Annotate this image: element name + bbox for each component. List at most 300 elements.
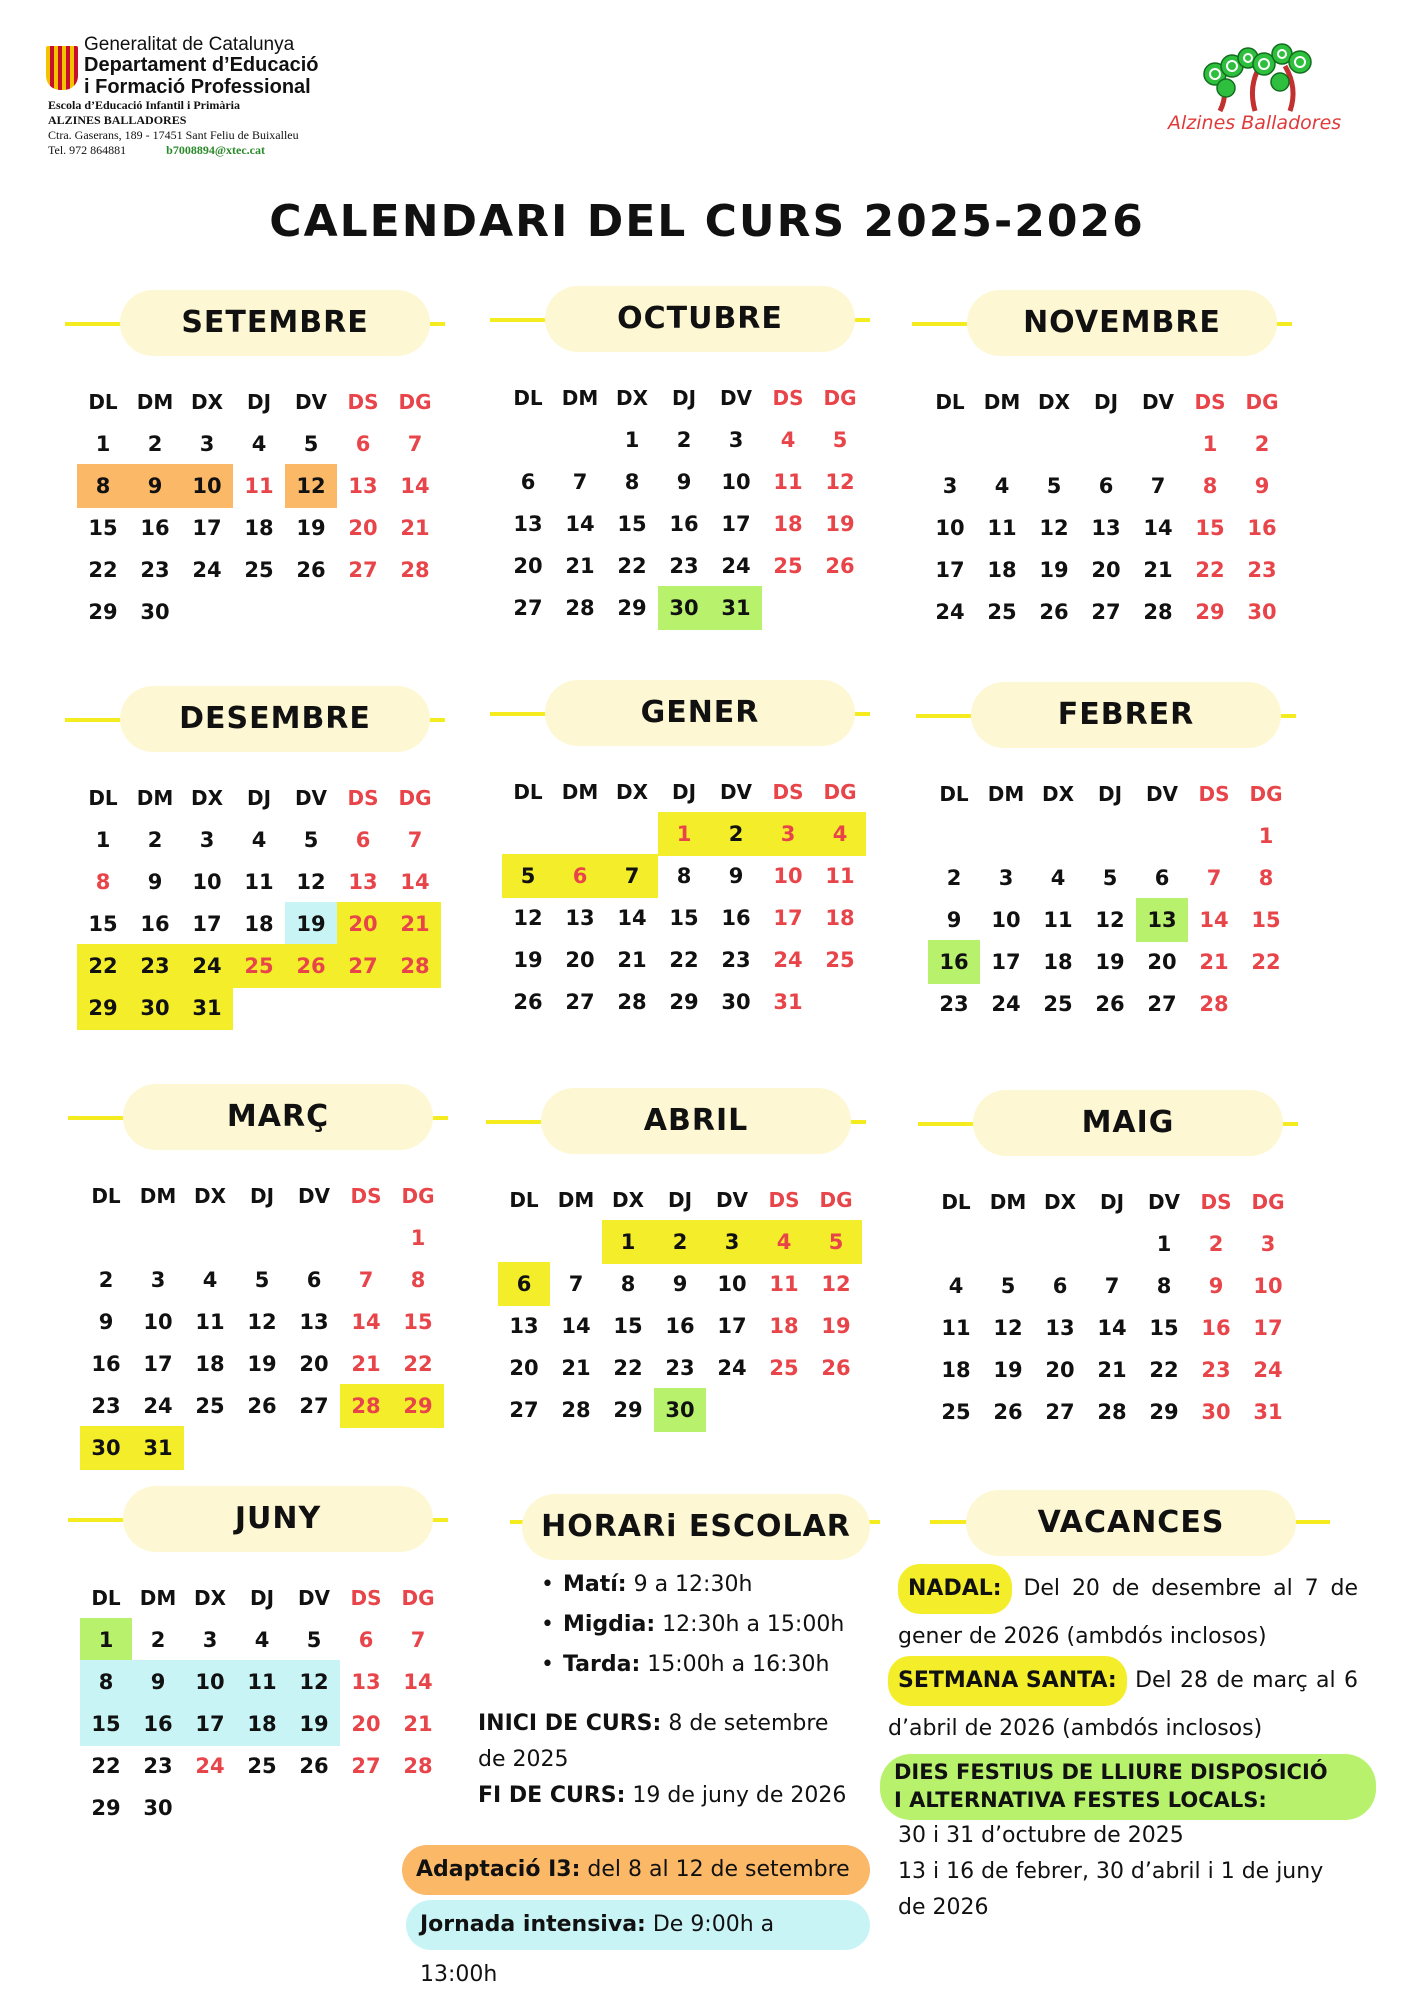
calendar-day: 10: [991, 908, 1021, 932]
calendar-day: 30: [140, 996, 170, 1020]
calendar-day: 13: [513, 512, 543, 536]
calendar-day: 21: [1097, 1358, 1127, 1382]
calendar-day: 14: [565, 512, 595, 536]
calendar-day: 11: [244, 474, 274, 498]
calendar-day: 30: [669, 596, 699, 620]
weekday-header: DJ: [1099, 1190, 1125, 1214]
calendar-day: 26: [296, 558, 326, 582]
weekday-header: DV: [719, 386, 753, 410]
calendar-day: 20: [1091, 558, 1121, 582]
calendar-day: 6: [306, 1268, 322, 1292]
calendar-day: 14: [561, 1314, 591, 1338]
calendar-day: 30: [143, 1796, 173, 1820]
weekday-header: DS: [350, 1586, 382, 1610]
calendar-day: 9: [946, 908, 962, 932]
calendar-day: 19: [825, 512, 855, 536]
calendar-day: 9: [672, 1272, 688, 1296]
calendar-day: 7: [1206, 866, 1222, 890]
calendar-day: 7: [568, 1272, 584, 1296]
month-name: JUNY: [123, 1486, 433, 1552]
calendar-day: 4: [251, 432, 267, 456]
month-name: OCTUBRE: [545, 286, 855, 352]
calendar-day: 14: [403, 1670, 433, 1694]
calendar-day: 23: [91, 1394, 121, 1418]
calendar-day: 4: [832, 822, 848, 846]
calendar-day: 5: [520, 864, 536, 888]
calendar-day: 11: [247, 1670, 277, 1694]
weekday-header: DS: [768, 1188, 800, 1212]
department-name: Departament d’Educació i Formació Professional: [84, 54, 319, 98]
calendar-day: 23: [669, 554, 699, 578]
setmana-santa-label: SETMANA SANTA:: [888, 1656, 1127, 1706]
calendar-day: 9: [1208, 1274, 1224, 1298]
calendar-day: 8: [95, 474, 111, 498]
weekday-header: DX: [615, 780, 649, 804]
calendar-day: 4: [202, 1268, 218, 1292]
calendar-day: 3: [199, 432, 215, 456]
calendar-day: 23: [1247, 558, 1277, 582]
calendar-day: 10: [721, 470, 751, 494]
calendar-day: 30: [1247, 600, 1277, 624]
month-novembre: [912, 290, 1292, 630]
calendar-day: 23: [140, 558, 170, 582]
calendar-day: 24: [192, 558, 222, 582]
calendar-day: 27: [348, 558, 378, 582]
calendar-day: 27: [351, 1754, 381, 1778]
calendar-day: 12: [993, 1316, 1023, 1340]
weekday-header: DM: [561, 386, 599, 410]
weekday-header: DG: [823, 780, 857, 804]
school-logo: [1160, 36, 1350, 136]
calendar-day: 12: [299, 1670, 329, 1694]
calendar-day: 15: [1195, 516, 1225, 540]
calendar-day: 21: [351, 1352, 381, 1376]
calendar-day: 15: [613, 1314, 643, 1338]
calendar-day: 13: [348, 474, 378, 498]
page-title: CALENDARI DEL CURS 2025-2026: [269, 196, 1145, 247]
calendar-day: 10: [717, 1272, 747, 1296]
calendar-day: 10: [1253, 1274, 1283, 1298]
calendar-day: 27: [348, 954, 378, 978]
calendar-day: 17: [935, 558, 965, 582]
calendar-day: 19: [1039, 558, 1069, 582]
month-abril: [486, 1088, 866, 1428]
calendar-day: 3: [150, 1268, 166, 1292]
calendar-day: 23: [939, 992, 969, 1016]
calendar-day: 1: [676, 822, 692, 846]
calendar-day: 16: [140, 516, 170, 540]
gov-name: Generalitat de Catalunya: [84, 34, 295, 55]
calendar-day: 18: [247, 1712, 277, 1736]
month-desembre: [65, 686, 445, 1026]
calendar-day: 8: [98, 1670, 114, 1694]
vacances-title: VACANCES: [966, 1490, 1296, 1556]
calendar-day: 28: [1143, 600, 1173, 624]
calendar-day: 2: [728, 822, 744, 846]
calendar-day: 2: [1208, 1232, 1224, 1256]
weekday-header: DS: [1198, 782, 1230, 806]
calendar-day: 26: [825, 554, 855, 578]
calendar-day: 9: [728, 864, 744, 888]
calendar-day: 30: [721, 990, 751, 1014]
calendar-day: 19: [513, 948, 543, 972]
calendar-day: 17: [773, 906, 803, 930]
calendar-day: 21: [1199, 950, 1229, 974]
weekday-header: DL: [509, 1188, 539, 1212]
school-info: [48, 98, 299, 158]
month-name: DESEMBRE: [120, 686, 430, 752]
calendar-day: 16: [1201, 1316, 1231, 1340]
calendar-day: 31: [1253, 1400, 1283, 1424]
calendar-day: 2: [147, 828, 163, 852]
calendar-day: 11: [195, 1310, 225, 1334]
calendar-day: 1: [1202, 432, 1218, 456]
calendar-day: 27: [565, 990, 595, 1014]
calendar-day: 13: [1091, 516, 1121, 540]
calendar-day: 24: [143, 1394, 173, 1418]
calendar-day: 5: [828, 1230, 844, 1254]
calendar-day: 28: [400, 558, 430, 582]
calendar-day: 30: [665, 1398, 695, 1422]
calendar-day: 10: [935, 516, 965, 540]
calendar-day: 11: [1043, 908, 1073, 932]
calendar-day: 10: [773, 864, 803, 888]
calendar-day: 9: [98, 1310, 114, 1334]
calendar-day: 28: [403, 1754, 433, 1778]
calendar-day: 26: [1095, 992, 1125, 1016]
weekday-header: DX: [1037, 390, 1071, 414]
calendar-day: 1: [1156, 1232, 1172, 1256]
calendar-day: 8: [1156, 1274, 1172, 1298]
calendar-day: 31: [721, 596, 751, 620]
calendar-day: 29: [88, 600, 118, 624]
calendar-day: 27: [509, 1398, 539, 1422]
calendar-day: 15: [403, 1310, 433, 1334]
weekday-header: DM: [136, 786, 174, 810]
catalan-shield-icon: [46, 46, 78, 90]
calendar-day: 18: [195, 1352, 225, 1376]
weekday-header: DG: [398, 786, 432, 810]
calendar-day: 13: [351, 1670, 381, 1694]
inici-curs: INICI DE CURS: 8 de setembre de 2025: [478, 1711, 829, 1772]
weekday-header: DM: [139, 1586, 177, 1610]
calendar-day: 14: [351, 1310, 381, 1334]
calendar-day: 28: [1199, 992, 1229, 1016]
horari-title: HORARi ESCOLAR: [522, 1494, 870, 1560]
calendar-day: 26: [299, 1754, 329, 1778]
calendar-day: 9: [147, 474, 163, 498]
calendar-day: 4: [776, 1230, 792, 1254]
calendar-day: 5: [832, 428, 848, 452]
calendar-day: 9: [150, 1670, 166, 1694]
calendar-day: 31: [773, 990, 803, 1014]
calendar-day: 24: [195, 1754, 225, 1778]
calendar-day: 14: [617, 906, 647, 930]
weekday-header: DV: [297, 1184, 331, 1208]
month-name: NOVEMBRE: [967, 290, 1277, 356]
calendar-day: 2: [1254, 432, 1270, 456]
calendar-day: 5: [303, 432, 319, 456]
calendar-day: 18: [941, 1358, 971, 1382]
calendar-day: 22: [403, 1352, 433, 1376]
calendar-day: 7: [1104, 1274, 1120, 1298]
calendar-day: 3: [724, 1230, 740, 1254]
calendar-day: 22: [88, 558, 118, 582]
calendar-day: 18: [773, 512, 803, 536]
calendar-day: 21: [400, 912, 430, 936]
weekday-header: DV: [294, 390, 328, 414]
calendar-day: 12: [1039, 516, 1069, 540]
calendar-day: 22: [1149, 1358, 1179, 1382]
calendar-day: 14: [400, 870, 430, 894]
weekday-header: DX: [190, 390, 224, 414]
calendar-day: 23: [721, 948, 751, 972]
calendar-day: 25: [769, 1356, 799, 1380]
calendar-day: 24: [991, 992, 1021, 1016]
vacances-nadal: NADAL: Del 20 de desembre al 7 de gener de 2026 (ambdós inclosos): [898, 1564, 1358, 1660]
calendar-day: 6: [355, 828, 371, 852]
calendar-day: 15: [91, 1712, 121, 1736]
weekday-header: DV: [1147, 1190, 1181, 1214]
weekday-header: DG: [1245, 390, 1279, 414]
calendar-day: 27: [513, 596, 543, 620]
calendar-day: 19: [296, 516, 326, 540]
calendar-day: 19: [1095, 950, 1125, 974]
calendar-day: 13: [348, 870, 378, 894]
weekday-header: DX: [1041, 782, 1075, 806]
calendar-day: 18: [825, 906, 855, 930]
calendar-day: 30: [140, 600, 170, 624]
calendar-day: 14: [1143, 516, 1173, 540]
calendar-day: 4: [254, 1628, 270, 1652]
calendar-day: 17: [195, 1712, 225, 1736]
calendar-day: 2: [98, 1268, 114, 1292]
calendar-day: 16: [665, 1314, 695, 1338]
calendar-day: 14: [400, 474, 430, 498]
calendar-day: 10: [143, 1310, 173, 1334]
calendar-day: 31: [143, 1436, 173, 1460]
calendar-day: 16: [143, 1712, 173, 1736]
calendar-day: 3: [1260, 1232, 1276, 1256]
weekday-header: DS: [772, 386, 804, 410]
weekday-header: DG: [401, 1184, 435, 1208]
month-marc: [68, 1084, 448, 1460]
calendar-day: 19: [247, 1352, 277, 1376]
calendar-day: 15: [1149, 1316, 1179, 1340]
month-name: MARÇ: [123, 1084, 433, 1150]
calendar-day: 20: [565, 948, 595, 972]
month-name: ABRIL: [541, 1088, 851, 1154]
calendar-day: 28: [400, 954, 430, 978]
month-febrer: [916, 682, 1296, 1022]
calendar-day: 27: [299, 1394, 329, 1418]
calendar-day: 21: [400, 516, 430, 540]
weekday-header: DX: [190, 786, 224, 810]
calendar-day: 7: [407, 432, 423, 456]
calendar-day: 11: [769, 1272, 799, 1296]
calendar-day: 5: [1000, 1274, 1016, 1298]
weekday-header: DV: [715, 1188, 749, 1212]
calendar-day: 28: [1097, 1400, 1127, 1424]
weekday-header: DJ: [246, 390, 272, 414]
month-name: MAIG: [973, 1090, 1283, 1156]
calendar-day: 29: [91, 1796, 121, 1820]
calendar-day: 15: [669, 906, 699, 930]
month-juny: [68, 1486, 448, 1826]
calendar-day: 16: [91, 1352, 121, 1376]
calendar-day: 12: [247, 1310, 277, 1334]
calendar-day: 11: [941, 1316, 971, 1340]
calendar-day: 19: [296, 912, 326, 936]
calendar-day: 13: [509, 1314, 539, 1338]
calendar-day: 15: [1251, 908, 1281, 932]
school-phone: Tel. 972 864881: [48, 143, 127, 157]
calendar-day: 19: [993, 1358, 1023, 1382]
calendar-day: 15: [617, 512, 647, 536]
calendar-day: 8: [1202, 474, 1218, 498]
weekday-header: DM: [987, 782, 1025, 806]
calendar-day: 17: [192, 516, 222, 540]
calendar-day: 21: [565, 554, 595, 578]
calendar-day: 13: [565, 906, 595, 930]
weekday-header: DL: [941, 1190, 971, 1214]
weekday-header: DJ: [249, 1586, 275, 1610]
calendar-day: 31: [192, 996, 222, 1020]
calendar-day: 17: [1253, 1316, 1283, 1340]
calendar-day: 15: [88, 912, 118, 936]
school-type: Escola d’Educació Infantil i Primària: [48, 98, 240, 112]
calendar-day: 22: [617, 554, 647, 578]
calendar-day: 7: [358, 1268, 374, 1292]
calendar-day: 8: [624, 470, 640, 494]
calendar-day: 25: [244, 954, 274, 978]
calendar-day: 20: [1147, 950, 1177, 974]
weekday-header: DM: [561, 780, 599, 804]
calendar-day: 17: [143, 1352, 173, 1376]
calendar-day: 18: [1043, 950, 1073, 974]
calendar-day: 1: [95, 828, 111, 852]
calendar-day: 19: [299, 1712, 329, 1736]
calendar-day: 11: [773, 470, 803, 494]
calendar-day: 6: [1154, 866, 1170, 890]
weekday-header: DJ: [671, 386, 697, 410]
calendar-day: 12: [825, 470, 855, 494]
calendar-day: 4: [251, 828, 267, 852]
calendar-day: 2: [672, 1230, 688, 1254]
calendar-day: 24: [1253, 1358, 1283, 1382]
calendar-day: 4: [780, 428, 796, 452]
calendar-day: 28: [565, 596, 595, 620]
weekday-header: DL: [935, 390, 965, 414]
weekday-header: DM: [136, 390, 174, 414]
horari-migdia: • Migdia: 12:30h a 15:00h: [563, 1605, 844, 1645]
weekday-header: DJ: [246, 786, 272, 810]
calendar-day: 16: [140, 912, 170, 936]
calendar-day: 22: [1195, 558, 1225, 582]
calendar-day: 8: [95, 870, 111, 894]
calendar-day: 1: [410, 1226, 426, 1250]
weekday-header: DL: [939, 782, 969, 806]
calendar-day: 8: [676, 864, 692, 888]
calendar-day: 19: [821, 1314, 851, 1338]
weekday-header: DS: [772, 780, 804, 804]
weekday-header: DG: [1251, 1190, 1285, 1214]
calendar-day: 16: [721, 906, 751, 930]
calendar-day: 10: [192, 870, 222, 894]
calendar-day: 2: [150, 1628, 166, 1652]
calendar-day: 23: [140, 954, 170, 978]
calendar-day: 23: [143, 1754, 173, 1778]
calendar-day: 29: [1149, 1400, 1179, 1424]
calendar-day: 17: [991, 950, 1021, 974]
calendar-day: 25: [244, 558, 274, 582]
calendar-day: 21: [617, 948, 647, 972]
calendar-day: 21: [561, 1356, 591, 1380]
calendar-day: 20: [351, 1712, 381, 1736]
weekday-header: DS: [1200, 1190, 1232, 1214]
calendar-day: 4: [994, 474, 1010, 498]
month-name: SETEMBRE: [120, 290, 430, 356]
festius-dates-2: 13 i 16 de febrer, 30 d’abril i 1 de juny de 2026: [898, 1859, 1324, 1920]
calendar-day: 20: [1045, 1358, 1075, 1382]
month-gener: [490, 680, 870, 1020]
school-name: ALZINES BALLADORES: [48, 113, 187, 127]
calendar-day: 26: [296, 954, 326, 978]
weekday-header: DL: [513, 386, 543, 410]
calendar-day: 14: [1097, 1316, 1127, 1340]
weekday-header: DJ: [1097, 782, 1123, 806]
calendar-day: 7: [1150, 474, 1166, 498]
calendar-day: 11: [987, 516, 1017, 540]
school-address: Ctra. Gaserans, 189 - 17451 Sant Feliu de Buixalleu: [48, 128, 299, 142]
calendar-day: 22: [88, 954, 118, 978]
calendar-day: 2: [676, 428, 692, 452]
calendar-day: 6: [1098, 474, 1114, 498]
calendar-day: 23: [1201, 1358, 1231, 1382]
calendar-day: 21: [403, 1712, 433, 1736]
calendar-day: 7: [624, 864, 640, 888]
weekday-header: DL: [88, 786, 118, 810]
weekday-header: DL: [88, 390, 118, 414]
weekday-header: DM: [983, 390, 1021, 414]
calendar-day: 8: [410, 1268, 426, 1292]
calendar-day: 5: [254, 1268, 270, 1292]
calendar-day: 24: [935, 600, 965, 624]
nadal-label: NADAL:: [898, 1564, 1012, 1614]
calendar-day: 3: [998, 866, 1014, 890]
month-setembre: [65, 290, 445, 630]
calendar-day: 1: [620, 1230, 636, 1254]
jornada-intensiva-tag: Jornada intensiva: De 9:00h a 13:00h: [406, 1900, 870, 1950]
calendar-day: 5: [306, 1628, 322, 1652]
weekday-header: DG: [1249, 782, 1283, 806]
weekday-header: DV: [719, 780, 753, 804]
month-name: FEBRER: [971, 682, 1281, 748]
calendar-day: 25: [773, 554, 803, 578]
calendar-day: 29: [88, 996, 118, 1020]
calendar-day: 20: [348, 516, 378, 540]
calendar-day: 3: [202, 1628, 218, 1652]
weekday-header: DX: [193, 1586, 227, 1610]
weekday-header: DS: [347, 786, 379, 810]
calendar-day: 3: [942, 474, 958, 498]
adaptacio-tag: Adaptació I3: del 8 al 12 de setembre: [402, 1845, 870, 1895]
calendar-day: 11: [825, 864, 855, 888]
school-email[interactable]: b7008894@xtec.cat: [166, 143, 265, 157]
calendar-day: 6: [516, 1272, 532, 1296]
calendar-day: 25: [1043, 992, 1073, 1016]
calendar-day: 29: [613, 1398, 643, 1422]
